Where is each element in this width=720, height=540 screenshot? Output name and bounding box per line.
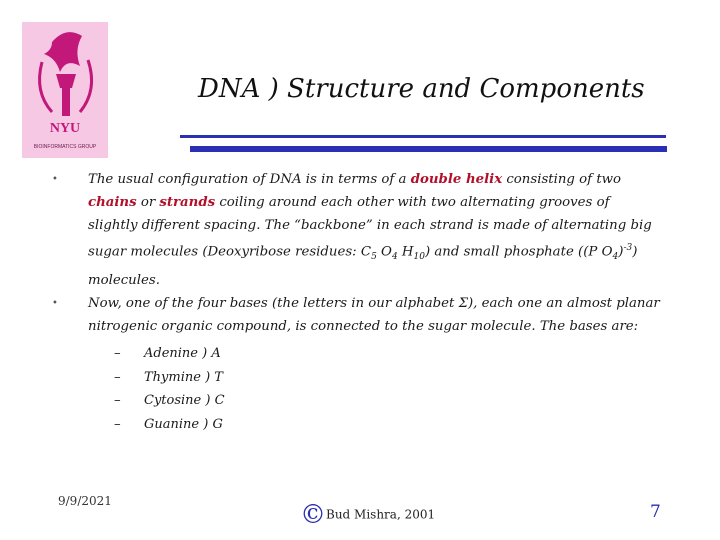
torch-icon [22, 22, 108, 158]
bullet-marker: • [52, 298, 58, 310]
slide-title: DNA ) Structure and Components [198, 74, 645, 104]
list-item [114, 342, 662, 366]
base-label: Adenine ) A [144, 346, 221, 362]
list-item [114, 413, 662, 437]
base-label: Cytosine ) C [144, 393, 225, 409]
bullet-item [52, 168, 662, 292]
text-run: ) [618, 244, 624, 260]
bullet-marker: • [52, 174, 58, 185]
slide-body [52, 168, 662, 436]
text-run: ) and small phosphate ((P O [424, 244, 613, 260]
keyword-chains: chains [88, 195, 137, 210]
copyright-icon: © [300, 500, 326, 530]
subscript: 4 [612, 252, 619, 263]
dash-marker: – [114, 346, 121, 362]
text-run: coiling around each other with two alternating grooves of slightly different spacing. The “backbone” in each strand is made of alternating big sugar molecules (Deoxyribose residues: C [88, 195, 652, 260]
base-label: Guanine ) G [144, 416, 223, 432]
superscript: -3 [623, 243, 633, 253]
logo-text: NYU [49, 121, 81, 136]
title-underline-thin [180, 135, 666, 138]
text-run: O [376, 244, 392, 260]
subscript: 4 [391, 252, 398, 263]
base-label: Thymine ) T [144, 369, 223, 385]
logo-caption: BIOINFORMATICS GROUP [33, 144, 97, 150]
list-item [114, 389, 662, 413]
footer-date: 9/9/2021 [58, 494, 112, 508]
text-run: consisting of two [502, 172, 622, 187]
subscript: 5 [371, 252, 377, 263]
text-run: H [397, 244, 414, 260]
text-run: or [136, 195, 160, 210]
keyword-double-helix: double helix [410, 172, 503, 187]
dash-marker: – [114, 416, 121, 432]
bullet-text [88, 168, 662, 292]
list-item [114, 366, 662, 390]
nyu-logo [22, 22, 108, 158]
dash-marker: – [114, 369, 121, 385]
text-run: The usual configuration of DNA is in terms of a [88, 172, 411, 187]
bullet-text: Now, one of the four bases (the letters in our alphabet Σ), each one an almost planar nitrogenic organic compound, is connected to the sugar molecule. The bases are: [88, 296, 660, 335]
footer-credit [300, 500, 435, 530]
subscript: 10 [413, 252, 425, 263]
author-credit: Bud Mishra, 2001 [326, 507, 436, 522]
bullet-item [52, 292, 662, 338]
bases-list [114, 342, 662, 436]
page-number: 7 [650, 502, 661, 522]
keyword-strands: strands [159, 195, 216, 210]
text-run: ) molecules. [88, 244, 638, 289]
dash-marker: – [114, 393, 121, 409]
title-underline-thick [190, 146, 667, 152]
